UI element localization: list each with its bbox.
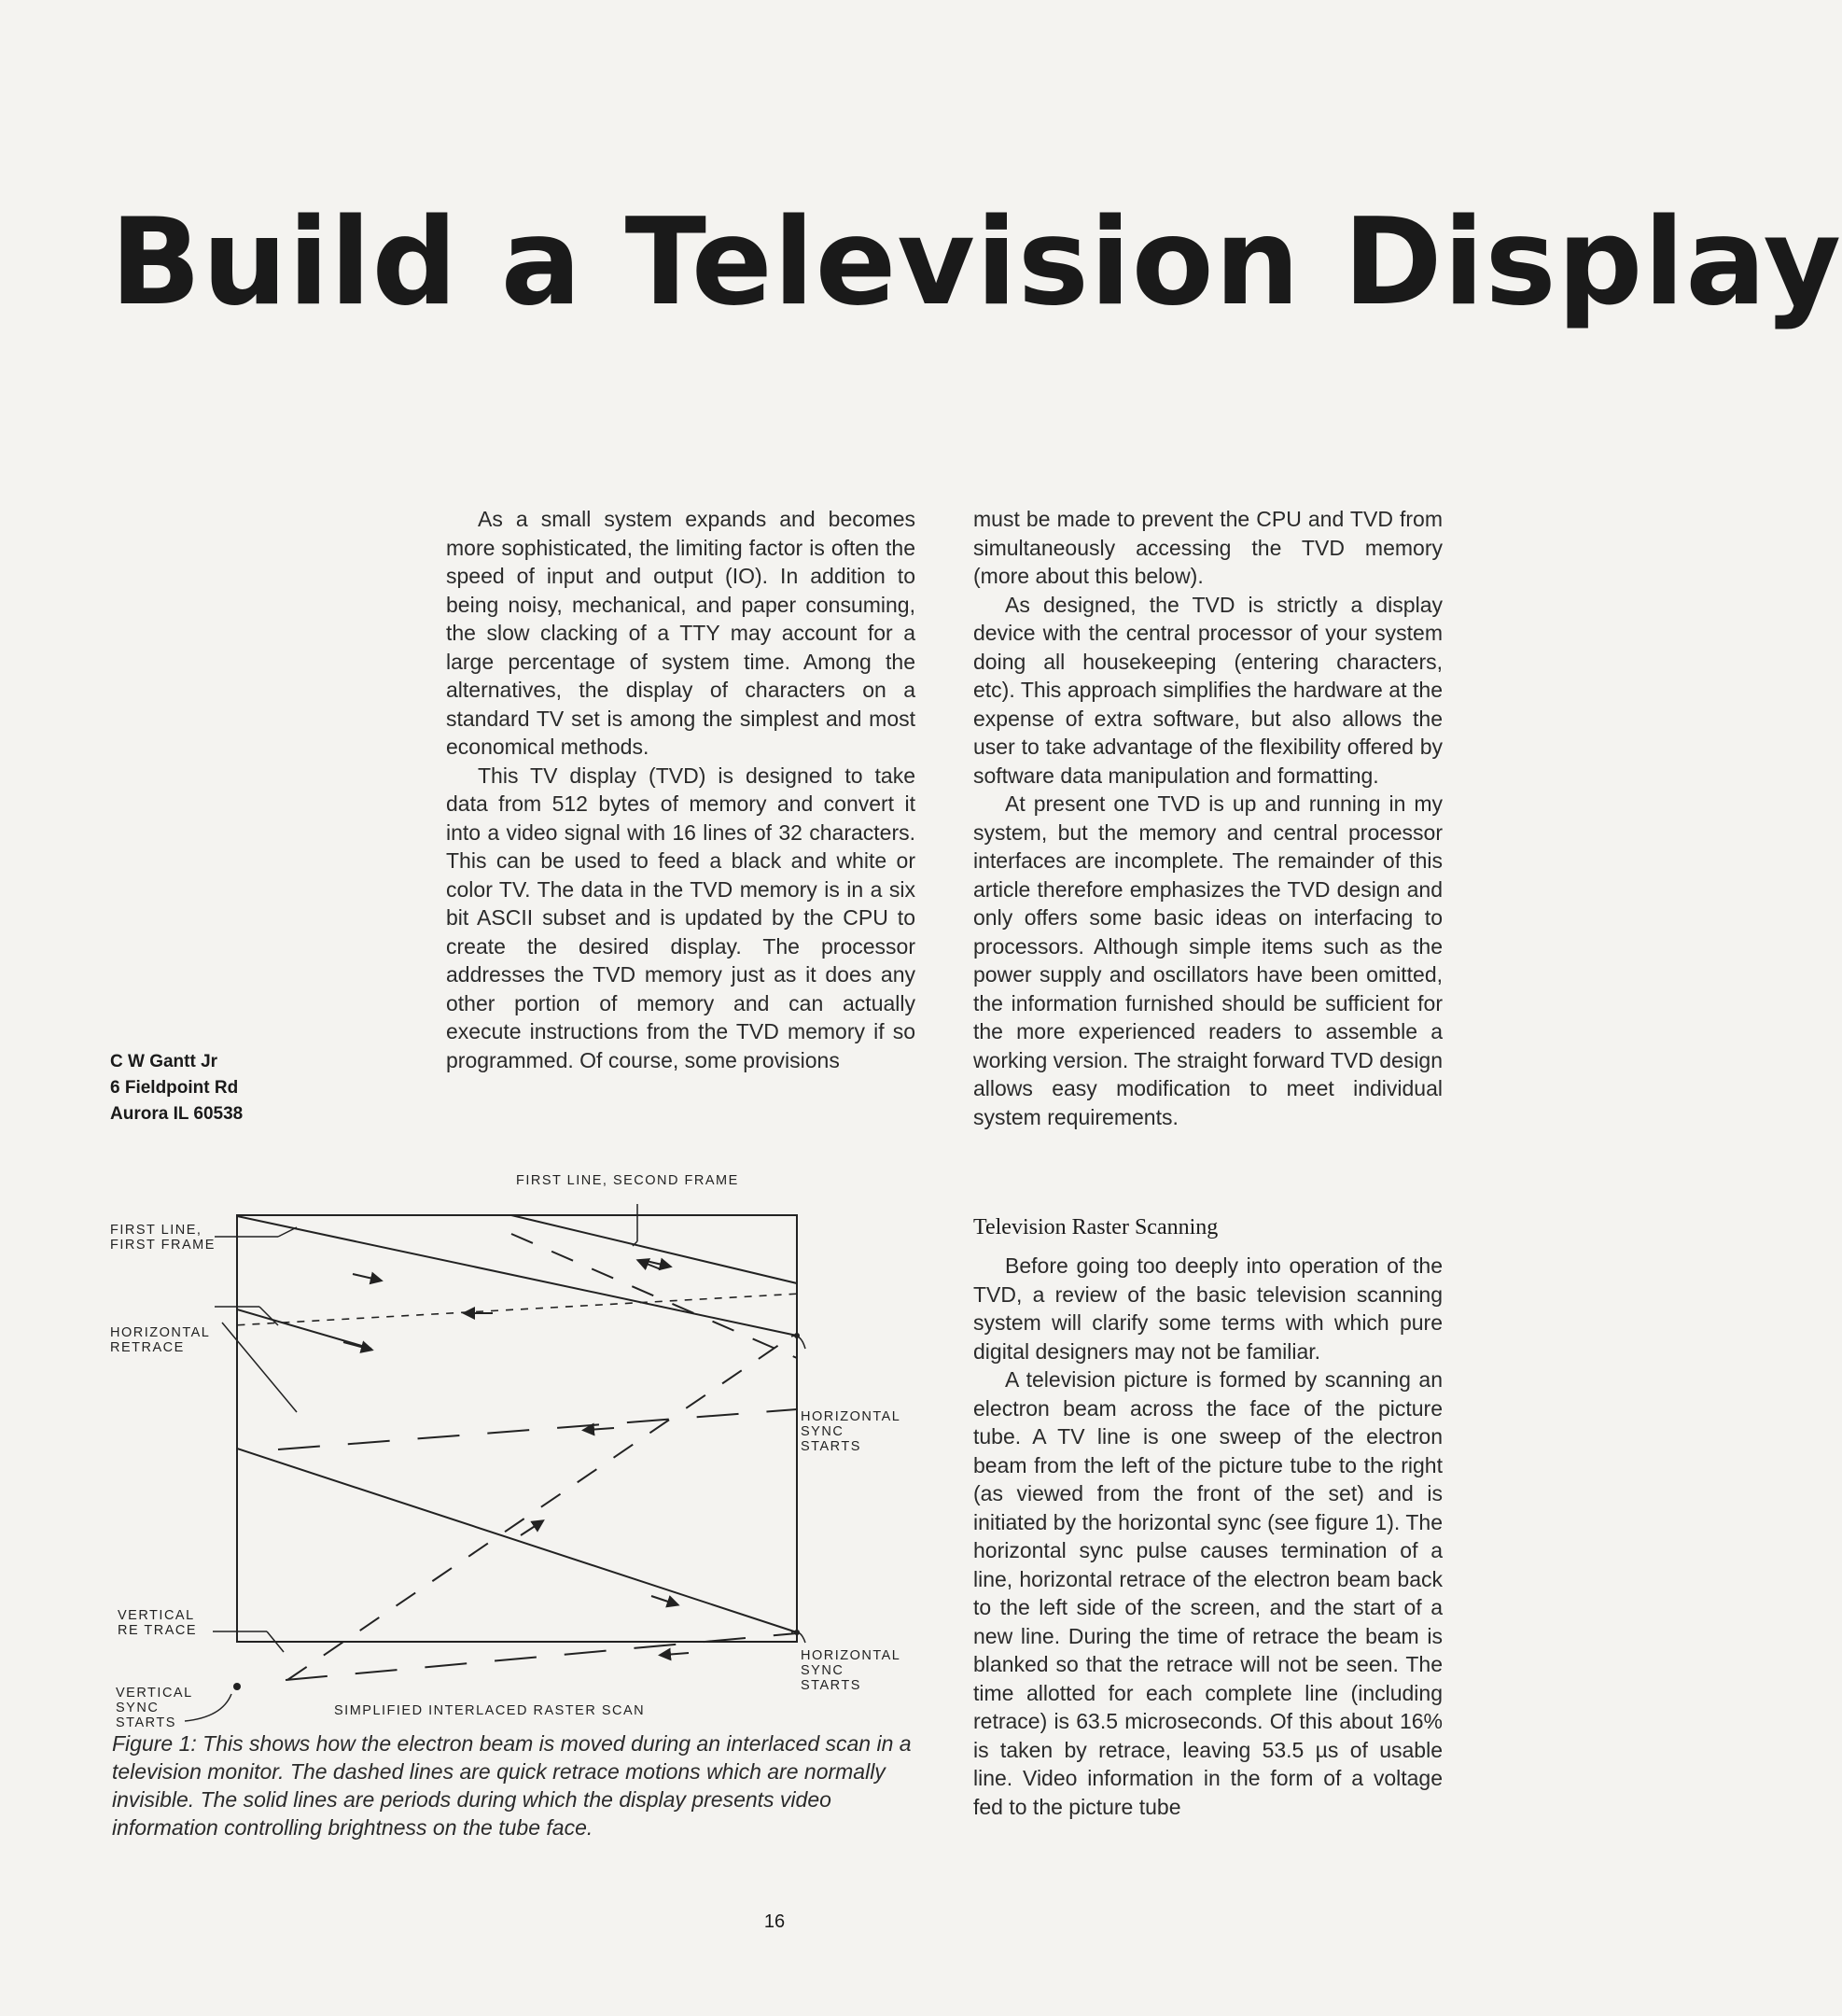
vertical-sync-dot (233, 1683, 241, 1690)
column-right (973, 505, 1443, 1131)
arrow-mark (588, 1428, 614, 1430)
section-heading: Television Raster Scanning (973, 1215, 1219, 1239)
retrace-line (286, 1633, 797, 1680)
label-first-line-first-frame: FIRST LINE, FIRST FRAME (110, 1223, 216, 1253)
arrow-mark (651, 1596, 674, 1603)
article-title: Build a Television Display (110, 193, 1842, 332)
retrace-line (511, 1234, 797, 1358)
author-block (110, 1049, 243, 1127)
author-street: 6 Fieldpoint Rd (110, 1078, 239, 1098)
author-city: Aurora IL 60538 (110, 1104, 244, 1124)
label-first-line-second-frame: FIRST LINE, SECOND FRAME (516, 1173, 739, 1188)
column-middle (446, 505, 915, 1074)
label-horizontal-sync-starts-1: HORIZONTAL SYNC STARTS (801, 1409, 901, 1454)
label-horizontal-sync-starts-2: HORIZONTAL SYNC STARTS (801, 1648, 901, 1693)
paragraph: Before going too deeply into operation of the TVD, a review of the basic television scanning system will clarify some terms with which pure digital designers may not be familiar. (973, 1253, 1443, 1364)
column-right-section (973, 1252, 1443, 1821)
scan-line (237, 1309, 371, 1349)
scan-line (237, 1216, 797, 1336)
arrow-mark (521, 1523, 539, 1535)
leader-line (222, 1323, 297, 1412)
author-name: C W Gantt Jr (110, 1052, 218, 1071)
retrace-line (237, 1294, 796, 1324)
horizontal-sync-dot (794, 1630, 800, 1635)
paragraph: As a small system expands and becomes more sophisticated, the limiting factor is often the speed of input and output (IO). In addition to being noisy, mechanical, and paper consuming, the slow clacking of a TTY may account for a large percentage of system time. Among the alternatives, the display of characters on a standard TV set is among the simplest and most economical methods. (446, 507, 915, 759)
raster-scan-figure (110, 1171, 931, 1730)
retrace-line (278, 1409, 797, 1449)
label-vertical-retrace: VERTICAL RE TRACE (118, 1608, 198, 1638)
paragraph: As designed, the TVD is strictly a display device with the central processor of your system doing all housekeeping (entering characters, etc). This approach simplifies the hardware at the expense of extra software, but also allows the user to take advantage of the flexibility offered by software data manipulation and formatting. (973, 592, 1443, 788)
scan-line (237, 1449, 797, 1632)
label-simplified-scan: SIMPLIFIED INTERLACED RASTER SCAN (334, 1703, 646, 1718)
arrow-mark (664, 1653, 689, 1655)
leader-line (278, 1227, 297, 1237)
scan-line (511, 1215, 797, 1283)
label-horizontal-retrace: HORIZONTAL RETRACE (110, 1325, 211, 1355)
paragraph: A television picture is formed by scanning an electron beam across the face of the picture tube. A TV line is one sweep of the electron beam from the left of the picture tube to the right (as viewed from the front of the set) and is initiated by the horizontal sync (see figure 1). The horizontal sync pulse causes termination of a line, horizontal retrace of the electron beam back to the left side of the screen, and the start of a new line. During the time of retrace the beam is blanked so that the retrace will not be seen. The time allotted for each complete line (including retrace) is 63.5 microseconds. Of this about 16% is taken by retrace, leaving 53.5 µs of usable line. Video information in the form of a voltage fed to the picture tube (973, 1367, 1443, 1819)
retrace-line (287, 1337, 791, 1680)
paragraph: must be made to prevent the CPU and TVD from simultaneously accessing the TVD memory (more about this below). (973, 507, 1443, 588)
paragraph: This TV display (TVD) is designed to take data from 512 bytes of memory and convert it into a video signal with 16 lines of 32 characters. This can be used to feed a black and white or color TV. The data in the TVD memory is in a six bit ASCII subset and is updated by the CPU to create the desired display. The processor addresses the TVD memory just as it does any other portion of memory and can actually execute instructions from the TVD memory if so programmed. Of course, some provisions (446, 763, 915, 1072)
arrow-mark (353, 1274, 377, 1280)
horizontal-sync-dot (794, 1333, 800, 1338)
label-vertical-sync-starts: VERTICAL SYNC STARTS (116, 1686, 193, 1730)
figure-caption: Figure 1: This shows how the electron beam is moved during an interlaced scan in a television monitor. The dashed lines are quick retrace motions which are normally invisible. The solid lines are periods during which the display presents video information controlling brightness on the tube face. (112, 1731, 912, 1840)
page-number: 16 (763, 1911, 786, 1932)
paragraph: At present one TVD is up and running in my system, but the memory and central processor interfaces are incomplete. The remainder of this article therefore emphasizes the TVD design and only offers some basic ideas on interfacing to processors. Although simple items such as the power supply and oscillators have been omitted, the information furnished should be sufficient for the more experienced readers to assemble a working version. The straight forward TVD design allows easy modification to meet individual system requirements. (973, 791, 1443, 1129)
screen-frame (237, 1215, 797, 1642)
